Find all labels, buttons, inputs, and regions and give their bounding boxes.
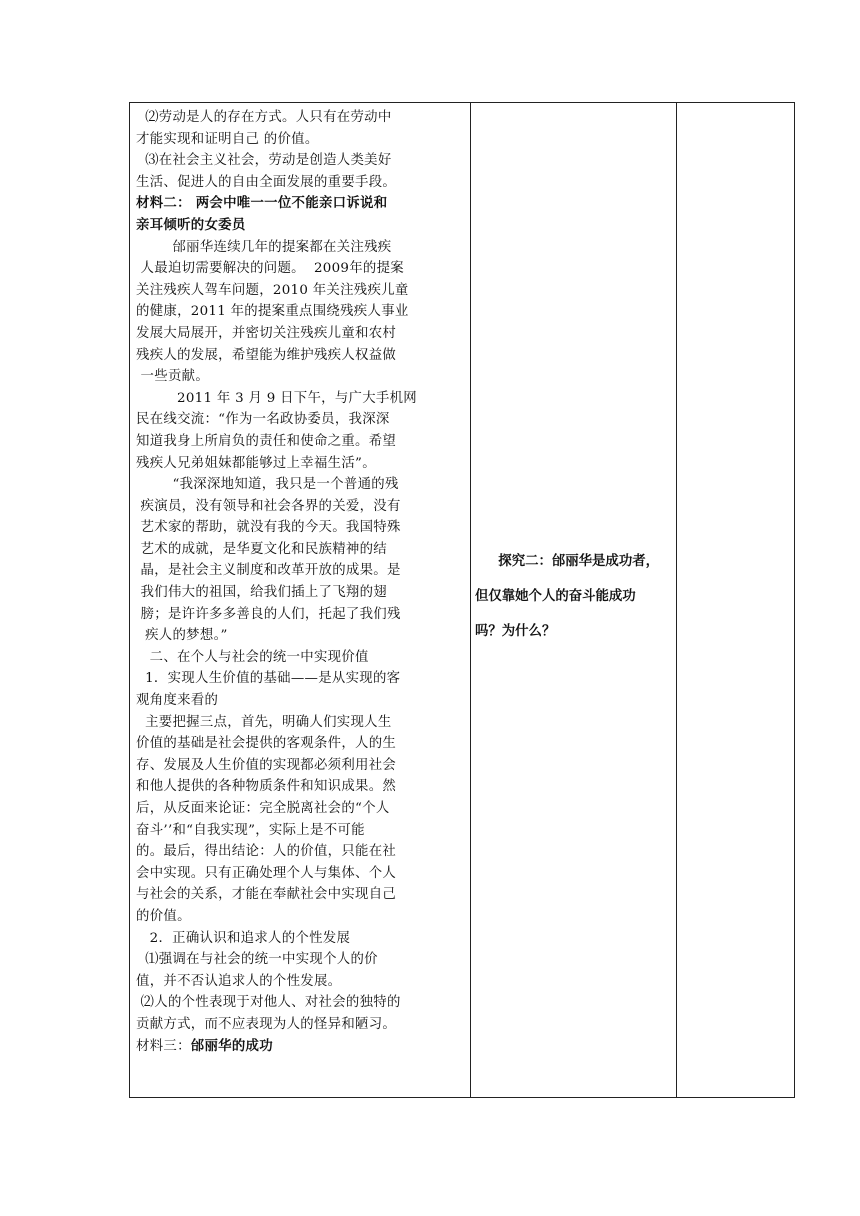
- text-line: 疾演员，没有领导和社会各界的关爱，没有: [136, 498, 401, 514]
- section2-body: [136, 647, 464, 1036]
- text-line: “我深深地知道，我只是一个普通的残: [136, 477, 399, 493]
- material3-heading: [136, 1036, 464, 1058]
- text-line: 奋斗’’和“自我实现”，实际上是不可能: [136, 822, 365, 838]
- material3-title: 邰丽华的成功: [190, 1038, 273, 1054]
- text-line: 价值的基础是社会提供的客观条件，人的生: [136, 736, 397, 752]
- text-line: 探究二：邰丽华是成功者，: [475, 552, 659, 569]
- text-line: 残疾人兄弟姐妹都能够过上幸福生活”。: [136, 455, 376, 471]
- text-line: 民在线交流：“作为一名政协委员，我深深: [136, 412, 390, 428]
- lesson-table: [129, 102, 795, 1098]
- text-line: 和他人提供的各种物质条件和知识成果。然: [136, 779, 397, 795]
- text-line: 吗？为什么？: [475, 623, 556, 640]
- text-line: 的健康，2011 年的提案重点围绕残疾人事业: [136, 304, 409, 320]
- text-line: ⑴强调在与社会的统一中实现个人的价: [136, 952, 378, 968]
- inquiry-cell: [471, 103, 677, 1098]
- text-line: 生活、促进人的自由全面发展的重要手段。: [136, 174, 397, 190]
- text-line: 1．实现人生价值的基础——是从实现的客: [136, 671, 401, 687]
- inquiry-question: [471, 550, 676, 643]
- content-cell: [130, 103, 471, 1098]
- text-line: 2．正确认识和追求人的个性发展: [136, 930, 351, 946]
- text-line: 值，并不否认追求人的个性发展。: [136, 973, 342, 989]
- text-line: 残疾人的发展，希望能为维护残疾人权益做: [136, 347, 397, 363]
- text-line: 贡献方式，而不应表现为人的怪异和陋习。: [136, 1016, 397, 1032]
- intro-paragraphs: [136, 107, 464, 193]
- text-line: 邰丽华连续几年的提案都在关注残疾: [136, 239, 392, 255]
- text-line: 后，从反面来论证：完全脱离社会的“个人: [136, 801, 390, 816]
- text-line: ⑵劳动是人的存在方式。人只有在劳动中: [136, 110, 392, 125]
- text-line: 二、在个人与社会的统一中实现价值: [136, 649, 369, 665]
- text-line: 2011 年 3 月 9 日下午，与广大手机网: [136, 390, 417, 406]
- text-line: 知道我身上所肩负的责任和使命之重。希望: [136, 433, 397, 449]
- text-line: 人最迫切需要解决的问题。 2009年的提案: [136, 261, 404, 277]
- material2-heading-cont: 亲耳倾听的女委员: [136, 216, 246, 233]
- text-line: 发展大局展开，并密切关注残疾儿童和农村: [136, 325, 397, 341]
- notes-cell: [677, 103, 795, 1098]
- text-line: 但仅靠她个人的奋斗能成功: [475, 588, 636, 604]
- text-line: 一些贡献。: [136, 369, 210, 385]
- text-line: ⑶在社会主义社会，劳动是创造人类美好: [136, 153, 392, 169]
- text-line: 与社会的关系，才能在奉献社会中实现自己: [136, 887, 397, 903]
- text-line: 我们伟大的祖国，给我们插上了飞翔的翅: [136, 585, 387, 601]
- text-line: 膀；是许许多多善良的人们，托起了我们残: [136, 606, 401, 622]
- text-line: 主要把握三点，首先，明确人们实现人生: [136, 714, 392, 730]
- text-line: 观角度来看的: [136, 693, 219, 709]
- text-line: ⑵人的个性表现于对他人、对社会的独特的: [136, 995, 401, 1011]
- text-line: 会中实现。只有正确处理个人与集体、个人: [136, 865, 397, 881]
- text-line: 的价值。: [136, 908, 191, 924]
- material2-heading: 材料二： 两会中唯一一位不能亲口诉说和: [136, 195, 388, 212]
- text-line: 才能实现和证明自己 的价值。: [136, 131, 319, 147]
- text-line: 艺术家的帮助，就没有我的今天。我国特殊: [136, 520, 401, 536]
- text-line: 存、发展及人生价值的实现都必须利用社会: [136, 757, 397, 773]
- text-line: 艺术的成就，是华夏文化和民族精神的结: [136, 541, 387, 557]
- text-line: 的。最后，得出结论：人的价值，只能在社: [136, 844, 397, 860]
- table-row: [130, 103, 795, 1098]
- text-line: 关注残疾人驾车问题，2010 年关注残疾儿童: [136, 282, 409, 298]
- material2-body: [136, 237, 464, 647]
- text-line: 晶，是社会主义制度和改革开放的成果。是: [136, 563, 401, 579]
- text-line: 疾人的梦想。”: [136, 628, 228, 644]
- material3-prefix: 材料三：: [136, 1038, 191, 1054]
